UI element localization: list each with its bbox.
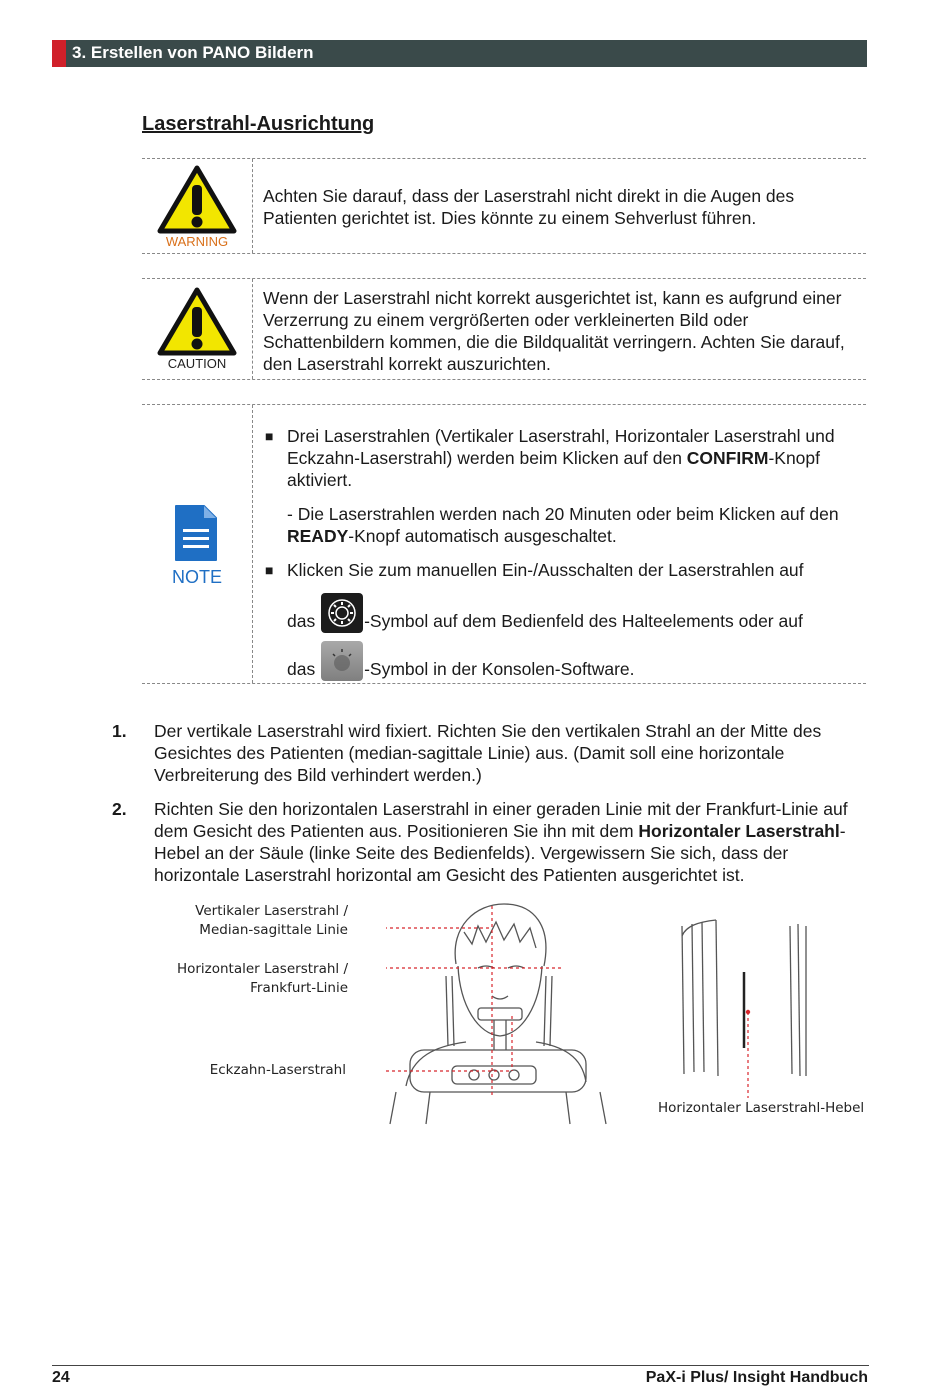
laser-gear-icon bbox=[321, 593, 363, 633]
note-line-console-symbol: das -Symbol in der Konsolen-Software. bbox=[287, 641, 860, 681]
chapter-header bbox=[52, 40, 867, 67]
lever-keyword: Horizontaler Laserstrahl bbox=[638, 821, 840, 841]
label-lever: Horizontaler Laserstrahl-Hebel bbox=[658, 1100, 865, 1116]
note-bullet-1: ■ Drei Laserstrahlen (Vertikaler Laserstrahl, Horizontaler Laserstrahl und Eckzahn-Laserstrahl) werden beim Klicken auf den CONFIRM-Knopf aktiviert. - Die Laserstrahlen werden nach 20 Minuten oder beim Klicken auf den READY-Knopf automatisch ausgeschaltet. bbox=[263, 425, 860, 547]
step-2: 2. Richten Sie den horizontalen Laserstrahl in einer geraden Linie mit der Frankfurt-Linie auf dem Gesicht des Patienten aus. Positionieren Sie ihn mit dem Horizontaler Laserstrahl-Hebel an der Säule (linke Seite des Bedienfelds). Vergewissern Sie sich, dass der horizontale Laserstrahl horizontal am Gesicht des Patienten ausgerichtet ist. bbox=[112, 799, 848, 885]
label-canine-laser: Eckzahn-Laserstrahl bbox=[209, 1062, 346, 1078]
step-1-number: 1. bbox=[112, 721, 127, 741]
step-2-number: 2. bbox=[112, 799, 127, 819]
confirm-keyword: CONFIRM bbox=[686, 448, 769, 468]
note-content bbox=[263, 425, 860, 681]
warning-label: WARNING bbox=[165, 234, 229, 249]
warning-box bbox=[142, 158, 866, 254]
step-1 bbox=[112, 720, 877, 786]
warning-icon bbox=[157, 165, 237, 235]
page-number: 24 bbox=[52, 1369, 70, 1386]
chapter-title: 3. Erstellen von PANO Bildern bbox=[72, 43, 314, 62]
laser-console-icon bbox=[321, 641, 363, 681]
note-label: NOTE bbox=[171, 567, 222, 587]
note-bullet-2: ■ Klicken Sie zum manuellen Ein-/Ausschalten der Laserstrahlen auf das -Symbol auf dem Bedienfeld des Halteelements oder auf das -Symbol in der Konsolen-Software. bbox=[263, 559, 860, 681]
footer-rule bbox=[52, 1365, 869, 1366]
label-horizontal-laser: Horizontaler Laserstrahl / Frankfurt-Linie bbox=[176, 961, 348, 996]
caution-label: CAUTION bbox=[167, 356, 227, 371]
warning-text: Achten Sie darauf, dass der Laserstrahl nicht direkt in die Augen des Patienten gerichtet ist. Dies könnte zu einem Sehverlust führen. bbox=[263, 186, 795, 228]
note-box bbox=[142, 404, 866, 684]
caution-box bbox=[142, 278, 866, 380]
note-sub-item: - Die Laserstrahlen werden nach 20 Minuten oder beim Klicken auf den READY-Knopf automatisch ausgeschaltet. bbox=[287, 504, 839, 546]
note-icon-column bbox=[142, 405, 253, 683]
manual-title: PaX-i Plus/ Insight Handbuch bbox=[645, 1369, 868, 1386]
note-line-panel-symbol: das -Symbol auf dem Bedienfeld des Halteelements oder auf bbox=[287, 593, 860, 633]
caution-text: Wenn der Laserstrahl nicht korrekt ausgerichtet ist, kann es aufgrund einer Verzerrung zu einem vergrößerten oder verkleinerten Bild oder Schattenbildern kommen, die die Bildqualität verringern. Achten Sie darauf, den Laserstrahl korrekt auszurichten. bbox=[263, 288, 845, 374]
ready-keyword: READY bbox=[287, 526, 349, 546]
header-accent bbox=[52, 40, 66, 67]
caution-icon-column bbox=[142, 279, 253, 379]
laser-alignment-illustration bbox=[386, 896, 846, 1126]
note-icon bbox=[173, 503, 219, 563]
warning-icon-column bbox=[142, 159, 253, 253]
instruction-steps bbox=[112, 720, 877, 886]
caution-icon bbox=[157, 287, 237, 357]
label-vertical-laser: Vertikaler Laserstrahl / Median-sagittale Linie bbox=[195, 903, 348, 938]
section-title: Laserstrahl-Ausrichtung bbox=[142, 113, 375, 135]
step-1-text: Der vertikale Laserstrahl wird fixiert. Richten Sie den vertikalen Strahl an der Mitte des Gesichtes des Patienten (median-sagittale Linie) aus. (Damit soll eine horizontale Verbreiterung des Bild verhindert werden.) bbox=[154, 721, 822, 785]
